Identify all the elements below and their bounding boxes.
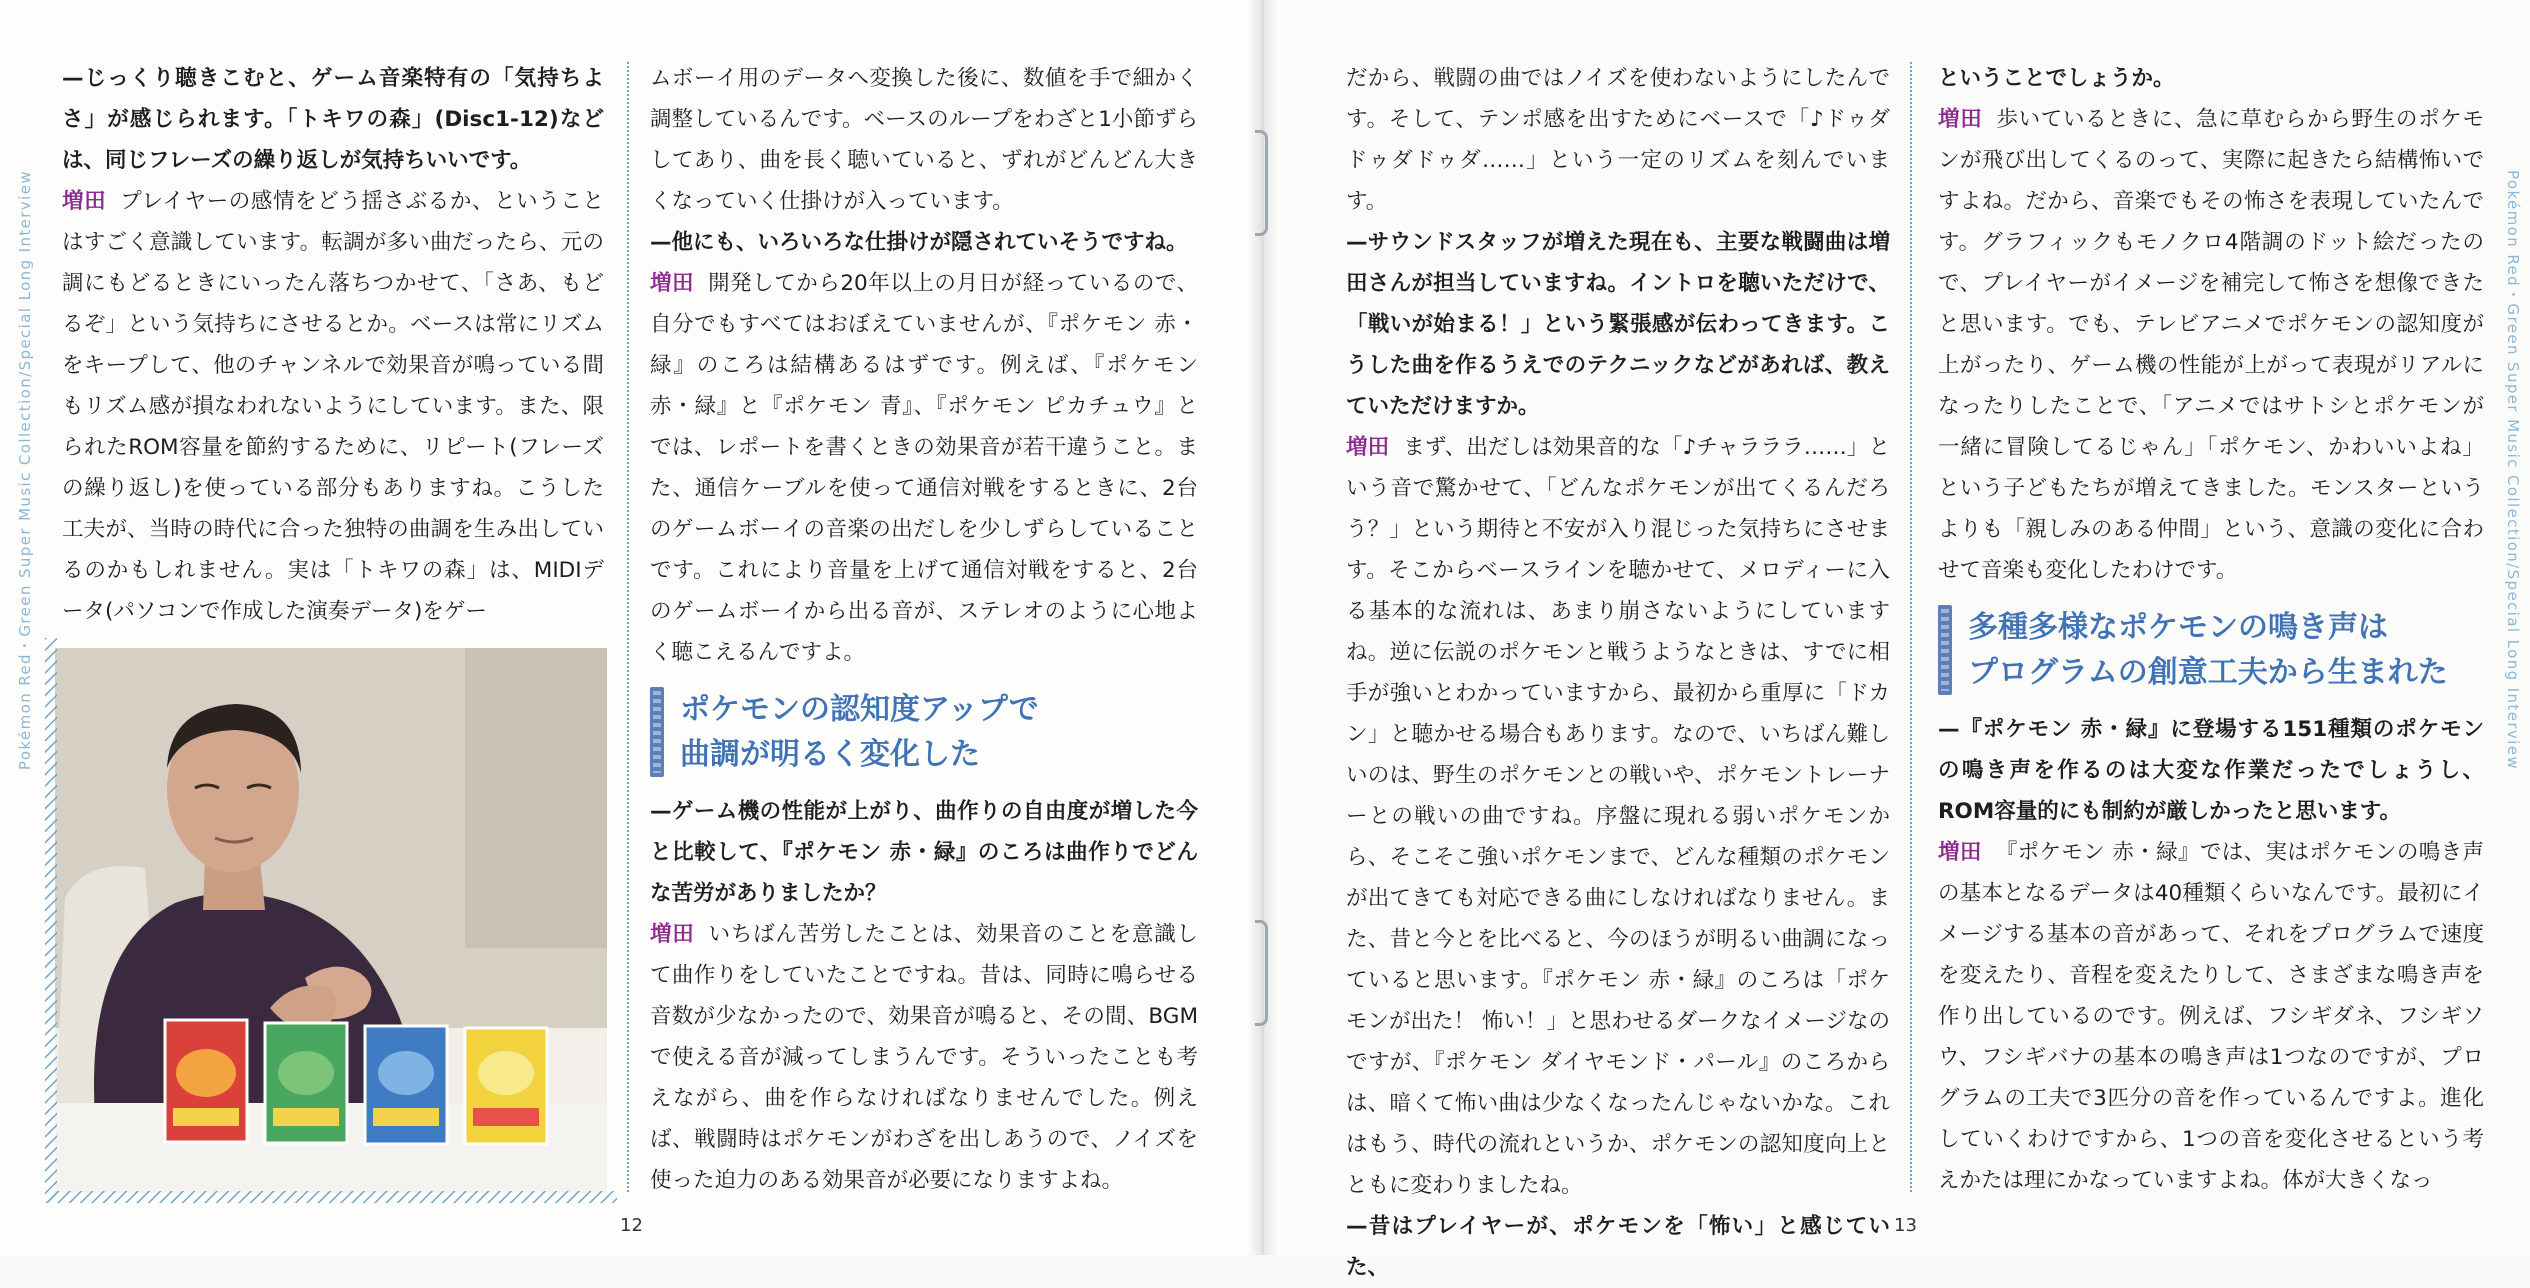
paragraph-text: まず、出だしは効果音的な「♪チャラララ……」という音で驚かせて、「どんなポケモンが出てくるんだろう？」という期待と不安が入り混じった気持ちにさせます。そこからベースラインを聴かせて、メロディーに入る基本的な流れは、あまり崩さないようにしていますね。逆に伝説のポケモンと戦うようなときは、すでに相手が強いとわかっていますから、最初から重厚に「ドカン」と聴かせる場合もあります。なので、いちばん難しいのは、野生のポケモンとの戦いや、ポケモントレーナーとの戦いの曲ですね。序盤に現れる弱いポケモンから、そこそこ強いポケモンまで、どんな種類のポケモンが出てきても対応できる曲にしなければなりません。また、昔と今とを比べると、今のほうが明るい曲調になっていると思います。『ポケモン 赤・緑』のころは「ポケモンが出た！ 怖い！」と思わせるダークなイメージなのですが、『ポケモン ダイヤモンド・パール』のころからは、暗くて怖い曲は少なくなったんじゃないかな。これはもう、時代の流れというか、ポケモンの認知度向上とともに変わりましたね。 bbox=[1346, 435, 1890, 1198]
column-divider-right bbox=[1910, 62, 1912, 1192]
side-label-right: Pokémon Red・Green Super Music Collection/Special Long Interview bbox=[2504, 170, 2522, 771]
paragraph-text: —昔はプレイヤーが、ポケモンを「怖い」と感じていた、 bbox=[1346, 1214, 1890, 1280]
section-heading-2 bbox=[1938, 605, 2484, 695]
paragraph-text: —『ポケモン 赤・緑』に登場する151種類のポケモンの鳴き声を作るのは大変な作業だったでしょうし、ROM容量的にも制約が厳しかったと思います。 bbox=[1938, 717, 2484, 824]
left-page bbox=[0, 0, 1263, 1255]
interview-question bbox=[1938, 709, 2484, 832]
interview-question bbox=[650, 222, 1198, 263]
interview-answer bbox=[62, 181, 604, 632]
interview-question bbox=[62, 58, 604, 181]
interview-answer bbox=[1346, 427, 1890, 1206]
column-divider-left bbox=[627, 62, 629, 1192]
paragraph-text: —じっくり聴きこむと、ゲーム音楽特有の「気持ちよさ」が感じられます。「トキワの森」(Disc1-12)などは、同じフレーズの繰り返しが気持ちいいです。 bbox=[62, 66, 604, 173]
column-4 bbox=[1938, 58, 2484, 1201]
section-heading-1 bbox=[650, 687, 1198, 777]
staple-icon bbox=[1255, 130, 1268, 236]
paragraph-text: 開発してから20年以上の月日が経っているので、自分でもすべてはおぼえていませんが、『ポケモン 赤・緑』のころは結構あるはずです。例えば、『ポケモン 赤・緑』と『ポケモン 青』、『ポケモン ピカチュウ』とでは、レポートを書くときの効果音が若干違うこと。また、通信ケーブルを使って通信対戦をするときに、2台のゲームボーイの音楽の出だしを少しずらしていることです。これにより音量を上げて通信対戦をすると、2台のゲームボーイから出る音が、ステレオのように心地よく聴こえるんですよ。 bbox=[650, 271, 1198, 665]
speaker-name: 増田 bbox=[1938, 107, 1983, 132]
paragraph-text: 歩いているときに、急に草むらから野生のポケモンが飛び出してくるのって、実際に起きたら結構怖いですよね。だから、音楽でもその怖さを表現していたんです。グラフィックもモノクロ4階調のドット絵だったので、プレイヤーがイメージを補完して怖さを想像できたと思います。でも、テレビアニメでポケモンの認知度が上がったり、ゲーム機の性能が上がって表現がリアルになったりしたことで、「アニメではサトシとポケモンが一緒に冒険してるじゃん」「ポケモン、かわいいよね」という子どもたちが増えてきました。モンスターというよりも「親しみのある仲間」という、意識の変化に合わせて音楽も変化したわけです。 bbox=[1938, 107, 2484, 583]
interview-question bbox=[1346, 222, 1890, 427]
paragraph-text: だから、戦闘の曲ではノイズを使わないようにしたんです。そして、テンポ感を出すためにベースで「♪ドゥダドゥダドゥダ……」という一定のリズムを刻んでいます。 bbox=[1346, 66, 1890, 214]
interview-question bbox=[650, 791, 1198, 914]
column-3 bbox=[1346, 58, 1890, 1288]
interview-question bbox=[1938, 58, 2484, 99]
column-2-part-a bbox=[650, 58, 1198, 673]
column-2-part-b bbox=[650, 791, 1198, 1201]
interview-question bbox=[1346, 1206, 1890, 1288]
paragraph-text: ムボーイ用のデータへ変換した後に、数値を手で細かく調整しているんです。ベースのループをわざと1小節ずらしてあり、曲を長く聴いていると、ずれがどんどん大きくなっていく仕掛けが入っています。 bbox=[650, 66, 1198, 214]
interview-answer bbox=[1938, 832, 2484, 1201]
paragraph bbox=[1346, 58, 1890, 222]
paragraph bbox=[650, 58, 1198, 222]
page-number-left: 12 bbox=[620, 1215, 643, 1236]
speaker-name: 増田 bbox=[62, 189, 107, 214]
paragraph-text: —ゲーム機の性能が上がり、曲作りの自由度が増した今と比較して、『ポケモン 赤・緑』のころは曲作りでどんな苦労がありましたか？ bbox=[650, 799, 1198, 906]
page-number-right: 13 bbox=[1894, 1215, 1917, 1236]
column-1 bbox=[62, 58, 604, 632]
speaker-name: 増田 bbox=[650, 922, 695, 947]
side-label-left: Pokémon Red・Green Super Music Collection/Special Long Interview bbox=[16, 170, 34, 771]
section-heading-text-2: 多種多様なポケモンの鳴き声は プログラムの創意工夫から生まれた bbox=[1968, 610, 2448, 690]
paragraph-text: いちばん苦労したことは、効果音のことを意識して曲作りをしていたことですね。昔は、同時に鳴らせる音数が少なかったので、効果音が鳴ると、その間、BGMで使える音が減ってしまうんです。そういったことも考えながら、曲を作らなければなりませんでした。例えば、戦闘時はポケモンがわざを出しあうので、ノイズを使った迫力のある効果音が必要になりますよね。 bbox=[650, 922, 1198, 1193]
paragraph-text: —他にも、いろいろな仕掛けが隠されていそうですね。 bbox=[650, 230, 1188, 255]
right-page bbox=[1262, 0, 2530, 1280]
interview-answer bbox=[1938, 99, 2484, 591]
heading-bar-icon bbox=[650, 687, 664, 777]
column-2 bbox=[650, 58, 1198, 1201]
paragraph-text: —サウンドスタッフが増えた現在も、主要な戦闘曲は増田さんが担当していますね。イントロを聴いただけで、「戦いが始まる！」という緊張感が伝わってきます。こうした曲を作るうえでのテクニックなどがあれば、教えていただけますか。 bbox=[1346, 230, 1890, 419]
paragraph-text: ということでしょうか。 bbox=[1938, 66, 2175, 91]
section-heading-text-1: ポケモンの認知度アップで 曲調が明るく変化した bbox=[680, 692, 1039, 772]
interview-answer bbox=[650, 263, 1198, 673]
paragraph-text: 『ポケモン 赤・緑』では、実はポケモンの鳴き声の基本となるデータは40種類くらいなんです。最初にイメージする基本の音があって、それをプログラムで速度を変えたり、音程を変えたりして、さまざまな鳴き声を作り出しているのです。例えば、フシギダネ、フシギソウ、フシギバナの基本の鳴き声は1つなのですが、プログラムの工夫で3匹分の音を作っているんですよ。進化していくわけですから、1つの音を変化させるという考えかたは理にかなっていますよね。体が大きくなっ bbox=[1938, 840, 2484, 1193]
interview-answer bbox=[650, 914, 1198, 1201]
heading-bar-icon bbox=[1938, 605, 1952, 695]
speaker-name: 増田 bbox=[1938, 840, 1982, 865]
column-4-part-a bbox=[1938, 58, 2484, 591]
paragraph-text: プレイヤーの感情をどう揺さぶるか、ということはすごく意識しています。転調が多い曲だったら、元の調にもどるときにいったん落ちつかせて、「さあ、もどるぞ」という気持ちにさせるとか。ベースは常にリズムをキープして、他のチャンネルで効果音が鳴っている間もリズム感が損なわれないようにしています。また、限られたROM容量を節約するために、リピート(フレーズの繰り返し)を使っている部分もありますね。こうした工夫が、当時の時代に合った独特の曲調を生み出しているのかもしれません。実は「トキワの森」は、MIDIデータ(パソコンで作成した演奏データ)をゲー bbox=[62, 189, 604, 624]
interview-photo bbox=[55, 648, 607, 1193]
column-4-part-b bbox=[1938, 709, 2484, 1201]
staple-icon bbox=[1255, 920, 1268, 1026]
speaker-name: 増田 bbox=[650, 271, 695, 296]
speaker-name: 増田 bbox=[1346, 435, 1390, 460]
